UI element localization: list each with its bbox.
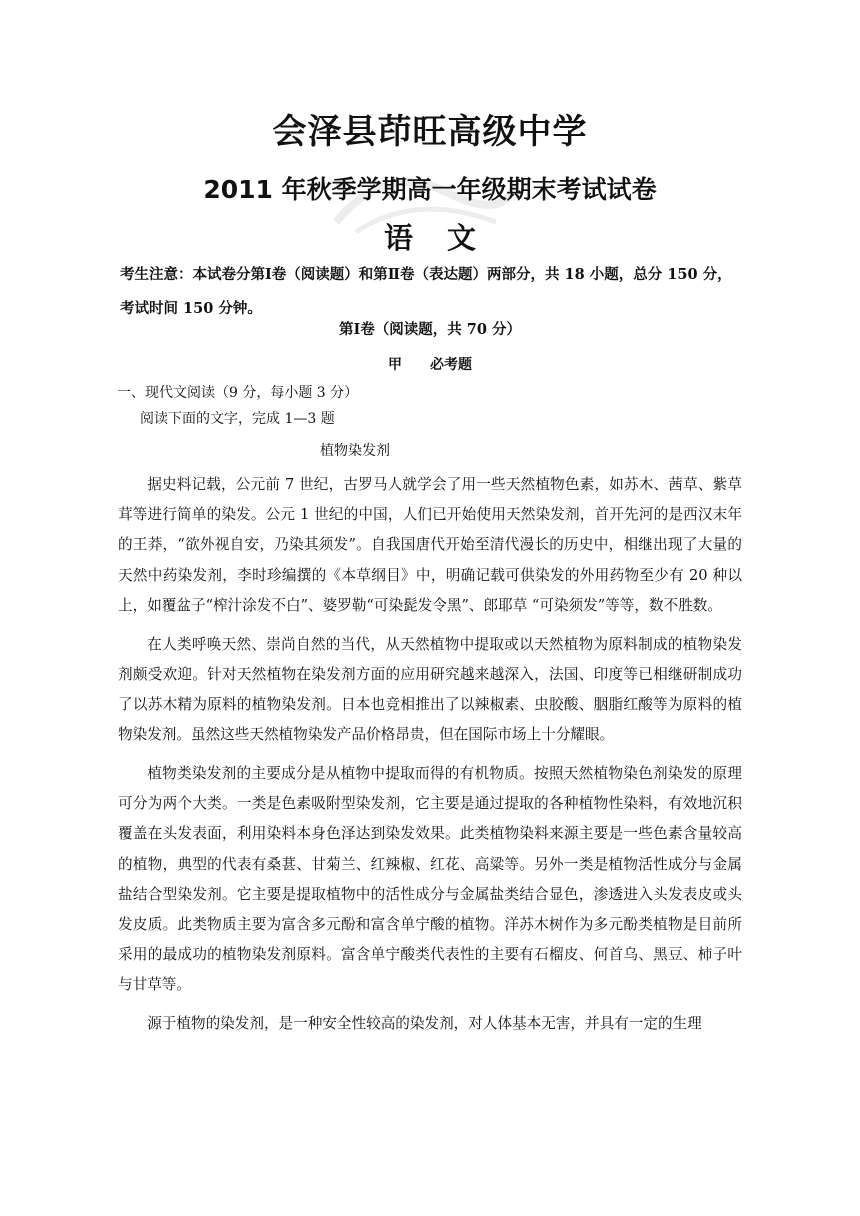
subject-title: 语 文 bbox=[383, 221, 489, 255]
reading-instruction: 阅读下面的文字，完成 1—3 题 bbox=[140, 411, 335, 427]
question-heading: 一、现代文阅读（9 分，每小题 3 分） bbox=[117, 385, 359, 401]
school-name: 会泽县茚旺高级中学 bbox=[272, 112, 588, 152]
paragraph: 植物类染发剂的主要成分是从植物中提取而得的有机物质。按照天然植物染色剂染发的原理可分为两个大类。一类是色素吸附型染发剂，它主要是通过提取的各种植物性染料，有效地沉积覆盖在头发表面，利用染料本身色泽达到染发效果。此类植物染料来源主要是一些色素含量较高的植物，典型的代表有桑葚、甘菊兰、红辣椒、红花、高粱等。另外一类是植物活性成分与金属盐结合型染发剂。它主要是提取植物中的活性成分与金属盐类结合显色，渗透进入头发表皮或头发皮质。此类物质主要为富含多元酚和富含单宁酸的植物。洋苏木树作为多元酚类植物是目前所采用的最成功的植物染发剂原料。富含单宁酸类代表性的主要有石榴皮、何首乌、黑豆、柿子叶与甘草等。 bbox=[118, 765, 742, 994]
paragraph: 源于植物的染发剂，是一种安全性较高的染发剂，对人体基本无害，并具有一定的生理 bbox=[147, 1015, 702, 1033]
article-body bbox=[118, 470, 742, 1048]
paragraph: 在人类呼唤天然、崇尚自然的当代，从天然植物中提取或以天然植物为原料制成的植物染发剂颇受欢迎。针对天然植物在染发剂方面的应用研究越来越深入，法国、印度等已相继研制成功了以苏木精为原料的植物染发剂。日本也竞相推出了以辣椒素、虫胶酸、胭脂红酸等为原料的植物染发剂。虽然这些天然植物染发产品价格昂贵，但在国际市场上十分耀眼。 bbox=[118, 635, 742, 744]
part-label-b: 必考题 bbox=[430, 357, 472, 373]
exam-title: 2011 年秋季学期高一年级期末考试试卷 bbox=[203, 175, 657, 204]
part-label-a: 甲 bbox=[388, 357, 402, 373]
part-heading bbox=[0, 354, 860, 374]
paragraph: 据史料记载，公元前 7 世纪，古罗马人就学会了用一些天然植物色素，如苏木、茜草、紫草茸等进行简单的染发。公元 1 世纪的中国，人们已开始使用天然染发剂，首开先河的是西汉末年的王莽，“欲外视自安，乃染其须发”。自我国唐代开始至清代漫长的历史中，相继出现了大量的天然中药染发剂，李时珍编撰的《本草纲目》中，明确记载可供染发的外用药物至少有 20 种以上，如覆盆子“榨汁涂发不白”、婆罗勒“可染髭发令黑”、郎耶草 “可染须发”等等，数不胜数。 bbox=[118, 476, 742, 614]
section-heading: 第Ⅰ卷（阅读题，共 70 分） bbox=[338, 321, 522, 338]
article-title: 植物染发剂 bbox=[320, 443, 390, 459]
candidate-notice: 考生注意：本试卷分第Ⅰ卷（阅读题）和第Ⅱ卷（表达题）两部分，共 18 小题，总分 150 分，考试时间 150 分钟。 bbox=[120, 266, 732, 317]
